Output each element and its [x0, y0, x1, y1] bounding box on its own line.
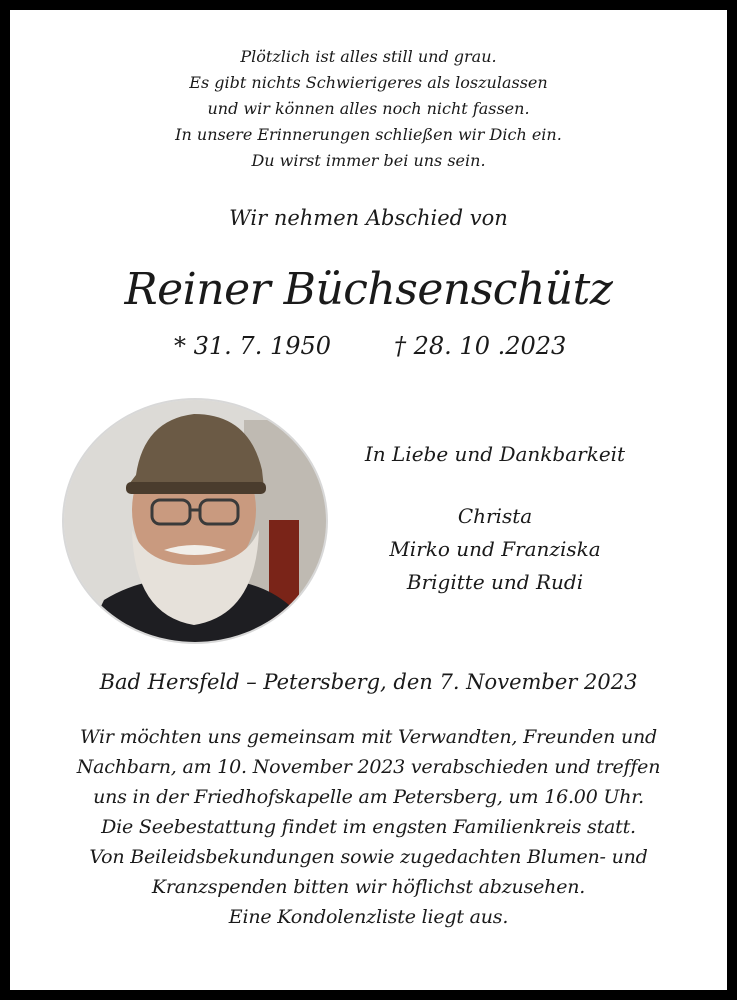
notice-line: uns in der Friedhofskapelle am Petersberg, um 16.00 Uhr.: [93, 786, 644, 808]
poem: [10, 44, 727, 174]
death-date: † 28. 10 .2023: [394, 332, 567, 360]
poem-line: und wir können alles noch nicht fassen.: [207, 99, 530, 118]
obituary-card: [10, 10, 727, 990]
mourner-name: Brigitte und Rudi: [406, 570, 584, 594]
notice-line: Nachbarn, am 10. November 2023 verabschieden und treffen: [76, 756, 661, 778]
birth-date: * 31. 7. 1950: [174, 332, 332, 360]
mourners-heading: In Liebe und Dankbarkeit: [364, 442, 626, 466]
mourner-name: Christa: [457, 504, 533, 528]
notice-line: Die Seebestattung findet im engsten Familienkreis statt.: [101, 816, 636, 838]
notice-line: Wir möchten uns gemeinsam mit Verwandten, Freunden und: [79, 726, 658, 748]
funeral-notice: [10, 722, 727, 932]
life-dates: [10, 332, 727, 362]
notice-line: Von Beileidsbekundungen sowie zugedachten Blumen- und: [89, 846, 648, 868]
poem-line: Du wirst immer bei uns sein.: [251, 151, 486, 170]
notice-line: Kranzspenden bitten wir höflichst abzusehen.: [151, 876, 586, 898]
place-and-date: Bad Hersfeld – Petersberg, den 7. November 2023: [99, 670, 638, 694]
portrait-photo: [62, 398, 328, 644]
deceased-name: Reiner Büchsenschütz: [124, 264, 613, 315]
poem-line: Plötzlich ist alles still und grau.: [240, 47, 497, 66]
poem-line: Es gibt nichts Schwierigeres als loszulassen: [189, 73, 548, 92]
mourner-name: Mirko und Franziska: [389, 537, 601, 561]
mourners-block: [340, 442, 650, 599]
farewell-intro: Wir nehmen Abschied von: [229, 206, 508, 230]
notice-line: Eine Kondolenzliste liegt aus.: [228, 906, 509, 928]
poem-line: In unsere Erinnerungen schließen wir Dich ein.: [175, 125, 562, 144]
